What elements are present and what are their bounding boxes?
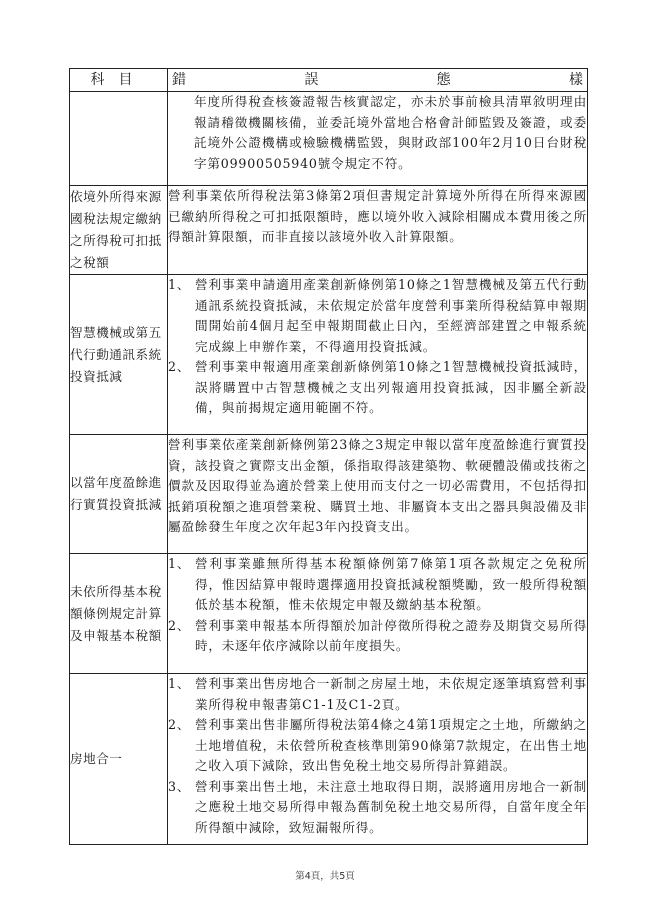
header-char: 樣 [568,72,583,88]
row-category: 未依所得基本稅額條例規定計算及申報基本稅額 [70,554,168,674]
header-char: 態 [436,72,451,88]
item-number: 1、 [168,277,191,292]
item-number: 2、 [168,617,191,633]
list-item [168,554,587,616]
row-category: 智慧機械或第五代行動通訊系統投資抵減 [70,275,168,435]
item-number: 3、 [168,778,191,794]
table-row [70,92,588,186]
row-description [168,554,588,674]
row-description [168,275,588,435]
list-item [168,715,587,777]
description-text: 營利事業依產業創新條例第23條之3規定申報以當年度盈餘進行實質投資，該投資之實際支出金額，係指取得該建築物、軟硬體設備或技術之價款及因取得並為適於營業上使用而支付之一切必需費用，不包括得扣抵銷項稅額之進項營業稅、購買土地、非屬資本支出之器具與設備及非屬盈餘發生年度之次年起3年內投資支出。 [168,437,587,534]
list-item [168,616,587,657]
item-text: 營利事業出售土地，未注意土地取得日期，誤將適用房地合一新制之應稅土地交易所得申報為舊制免稅土地交易所得，自當年度全年所得額中減除，致短漏報所得。 [195,778,587,835]
item-number: 1、 [168,676,191,691]
list-item [168,777,587,839]
table-row [70,275,588,435]
error-patterns-table [69,68,588,845]
item-text: 營利事業申請適用產業創新條例第10條之1智慧機械及第五代行動通訊系統投資抵減，未依規定於當年度營利事業所得稅結算申報期間開始前4個月起至申報期間截止日內，至經濟部建置之申報系統完成線上申辦作業，不得適用投資抵減。 [195,277,587,354]
table-row [70,674,588,845]
list-item [168,674,587,715]
row-description [168,92,588,186]
item-text: 營利事業出售房地合一新制之房屋土地，未依規定逐筆填寫營利事業所得稅申報書第C1-1及C1-2頁。 [195,676,587,712]
row-category [70,92,168,186]
item-text: 營利事業申報適用產業創新條例第10條之1智慧機械投資抵減時，誤將購置中古智慧機械之支出列報適用投資抵減，因非屬全新設備，與前揭規定適用範圍不符。 [195,359,587,415]
list-item [168,357,587,419]
row-description [168,674,588,845]
description-text: 營利事業依所得稅法第3條第2項但書規定計算境外所得在所得來源國已繳納所得稅之可扣抵限額時，應以境外收入減除相關成本費用後之所得額計算限額，而非直接以該境外收入計算限額。 [168,188,587,244]
item-number: 2、 [168,717,191,732]
row-category: 依境外所得來源國稅法規定繳納之所得稅可扣抵之稅額 [70,186,168,275]
table-row [70,554,588,674]
row-category: 以當年度盈餘進行實質投資抵減 [70,435,168,554]
row-description [168,186,588,275]
header-char: 誤 [304,72,319,88]
item-number: 1、 [168,556,191,571]
item-number: 2、 [168,359,191,374]
list-item [168,275,587,357]
description-text: 年度所得稅查核簽證報告核實認定，亦未於事前檢具清單敘明理由報請稽徵機關核備，並委託境外當地合格會計師監毀及簽證，或委託境外公證機構或檢驗機構監毀，與財政部100年2月10日台財稅字第09900505940號令規定不符。 [194,94,587,171]
header-error-pattern [168,69,588,92]
header-subject: 科目 [70,69,168,92]
row-category: 房地合一 [70,674,168,845]
header-char: 錯 [172,72,186,88]
row-description [168,435,588,554]
table-row [70,186,588,275]
item-text: 營利事業申報基本所得額於加計停徵所得稅之證券及期貨交易所得時，未逐年依序減除以前年度損失。 [195,617,587,653]
item-text: 營利事業雖無所得基本稅額條例第7條第1項各款規定之免稅所得，惟因結算申報時選擇適用投資抵減稅額獎勵，致一般所得稅額低於基本稅額，惟未依規定申報及繳納基本稅額。 [195,556,587,612]
table-row [70,435,588,554]
page-number-footer: 第4頁，共5頁 [295,871,355,882]
table-header-row [70,69,588,92]
item-text: 營利事業出售非屬所得稅法第4條之4第1項規定之土地，所繳納之土地增值稅，未依營所稅查核準則第90條第7款規定，在出售土地之收入項下減除，致出售免稅土地交易所得計算錯誤。 [195,717,587,773]
